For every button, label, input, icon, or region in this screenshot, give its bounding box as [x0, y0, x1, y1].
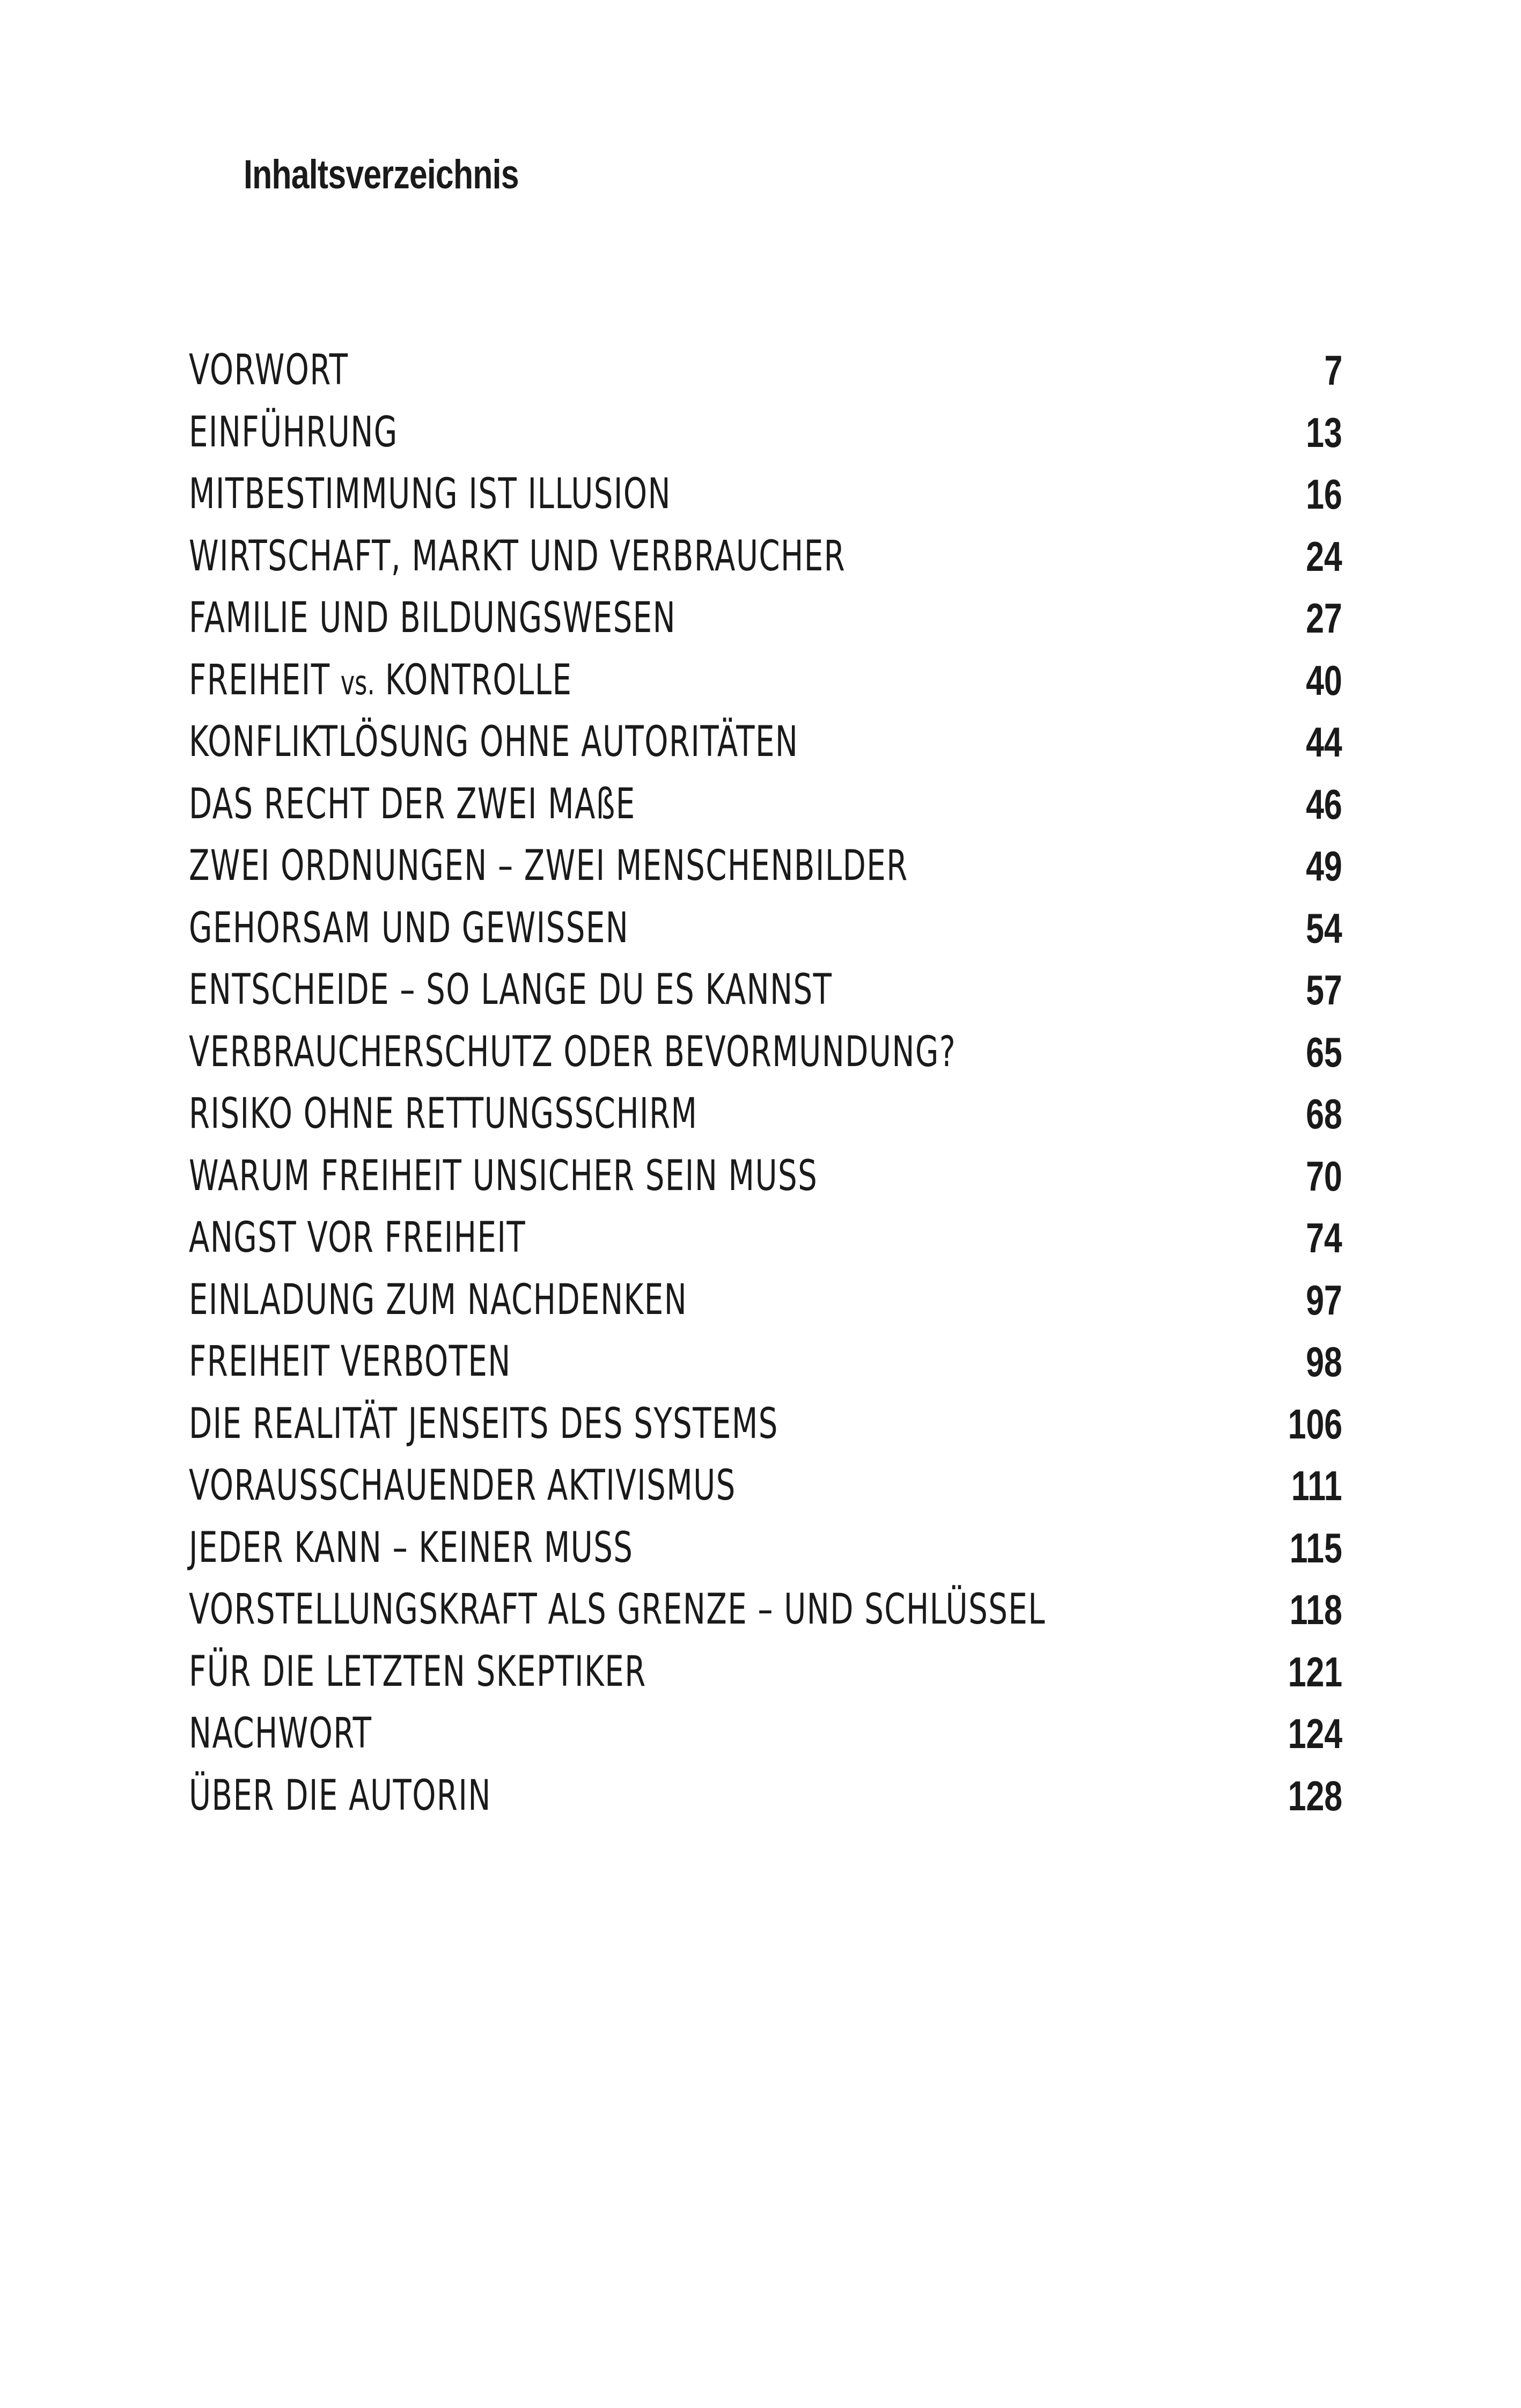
toc-entry-title	[189, 654, 572, 710]
toc-entry-page: 124	[1288, 1710, 1342, 1757]
toc-entry-page: 74	[1306, 1214, 1342, 1261]
toc-entry-title: DIE REALITÄT JENSEITS DES SYSTEMS	[189, 1399, 778, 1448]
toc-entry-page: 128	[1288, 1772, 1342, 1819]
toc-entry-page: 13	[1306, 408, 1342, 456]
toc-entry	[189, 654, 1342, 716]
toc-entry-page: 27	[1306, 594, 1342, 642]
toc-entry-page: 118	[1289, 1586, 1342, 1633]
toc-entry-title: GEHORSAM UND GEWISSEN	[189, 904, 629, 952]
toc-entry-page: 7	[1324, 347, 1342, 394]
toc-entry-page: 111	[1291, 1462, 1342, 1509]
toc-entry	[189, 1583, 1342, 1645]
toc-title-part: FREIHEIT	[189, 656, 341, 704]
toc-entry-title: VORWORT	[189, 346, 349, 394]
toc-entry-title: VORAUSSCHAUENDER AKTIVISMUS	[189, 1462, 736, 1510]
toc-entry	[189, 1273, 1342, 1335]
toc-entry-title: KONFLIKTLÖSUNG OHNE AUTORITÄTEN	[189, 718, 799, 766]
toc-entry	[189, 467, 1342, 530]
toc-entry-page: 70	[1306, 1152, 1342, 1200]
toc-entry-title: NACHWORT	[189, 1709, 372, 1758]
toc-entry-page: 24	[1306, 532, 1342, 580]
toc-entry-title: ÜBER DIE AUTORIN	[189, 1771, 491, 1820]
toc-entry-title: FÜR DIE LETZTEN SKEPTIKER	[189, 1647, 646, 1696]
toc-entry-title: VERBRAUCHERSCHUTZ ODER BEVORMUNDUNG?	[189, 1027, 957, 1076]
toc-entry-page: 121	[1288, 1648, 1342, 1695]
toc-entry	[189, 1397, 1342, 1459]
toc-entry-title: JEDER KANN – KEINER MUSS	[189, 1523, 634, 1572]
toc-entry-title: RISIKO OHNE RETTUNGSSCHIRM	[189, 1090, 698, 1138]
toc-entry-page: 54	[1306, 904, 1342, 952]
toc-entry-title: ANGST VOR FREIHEIT	[189, 1214, 526, 1262]
toc-entry	[189, 901, 1342, 964]
toc-title-part: KONTROLLE	[374, 656, 572, 704]
toc-entry-page: 44	[1306, 718, 1342, 766]
toc-entry	[189, 715, 1342, 777]
toc-entry-title: MITBESTIMMUNG IST ILLUSION	[189, 470, 671, 518]
toc-title-vs: vs.	[340, 663, 375, 702]
toc-entry	[189, 1769, 1342, 1831]
toc-heading: Inhaltsverzeichnis	[244, 152, 519, 197]
toc-entry-title: DAS RECHT DER ZWEI MAßE	[189, 780, 636, 828]
toc-list	[189, 343, 1342, 1831]
toc-entry	[189, 1211, 1342, 1273]
toc-entry	[189, 1025, 1342, 1088]
toc-entry-title: FREIHEIT VERBOTEN	[189, 1338, 511, 1386]
toc-entry-title: EINFÜHRUNG	[189, 408, 398, 457]
toc-entry-title: WARUM FREIHEIT UNSICHER SEIN MUSS	[189, 1151, 818, 1200]
toc-entry	[189, 1707, 1342, 1769]
toc-entry-title: ZWEI ORDNUNGEN – ZWEI MENSCHENBILDER	[189, 842, 908, 890]
toc-entry-title: ENTSCHEIDE – SO LANGE DU ES KANNST	[189, 966, 833, 1014]
toc-entry	[189, 406, 1342, 468]
toc-entry	[189, 1645, 1342, 1707]
toc-entry-title: FAMILIE UND BILDUNGSWESEN	[189, 594, 677, 642]
toc-entry	[189, 1521, 1342, 1583]
toc-entry	[189, 1459, 1342, 1521]
toc-entry-page: 40	[1306, 656, 1342, 704]
toc-entry	[189, 839, 1342, 901]
toc-entry-page: 49	[1306, 842, 1342, 890]
toc-entry-title: WIRTSCHAFT, MARKT UND VERBRAUCHER	[189, 532, 846, 581]
toc-entry-page: 57	[1306, 966, 1342, 1014]
toc-entry-page: 106	[1288, 1400, 1342, 1448]
toc-entry	[189, 591, 1342, 654]
toc-entry-title: VORSTELLUNGSKRAFT ALS GRENZE – UND SCHLÜSSEL	[189, 1585, 1046, 1634]
toc-entry-page: 68	[1306, 1090, 1342, 1137]
toc-entry-page: 65	[1306, 1028, 1342, 1076]
toc-entry-page: 16	[1306, 471, 1342, 518]
toc-entry	[189, 1335, 1342, 1397]
toc-entry	[189, 530, 1342, 592]
toc-entry	[189, 1149, 1342, 1212]
toc-entry	[189, 1087, 1342, 1149]
toc-entry	[189, 343, 1342, 406]
toc-entry-page: 115	[1289, 1524, 1342, 1572]
toc-entry-page: 98	[1306, 1338, 1342, 1385]
toc-entry-page: 46	[1306, 780, 1342, 828]
toc-entry	[189, 777, 1342, 840]
toc-entry-page: 97	[1306, 1276, 1342, 1324]
toc-entry	[189, 963, 1342, 1025]
toc-entry-title: EINLADUNG ZUM NACHDENKEN	[189, 1275, 688, 1324]
